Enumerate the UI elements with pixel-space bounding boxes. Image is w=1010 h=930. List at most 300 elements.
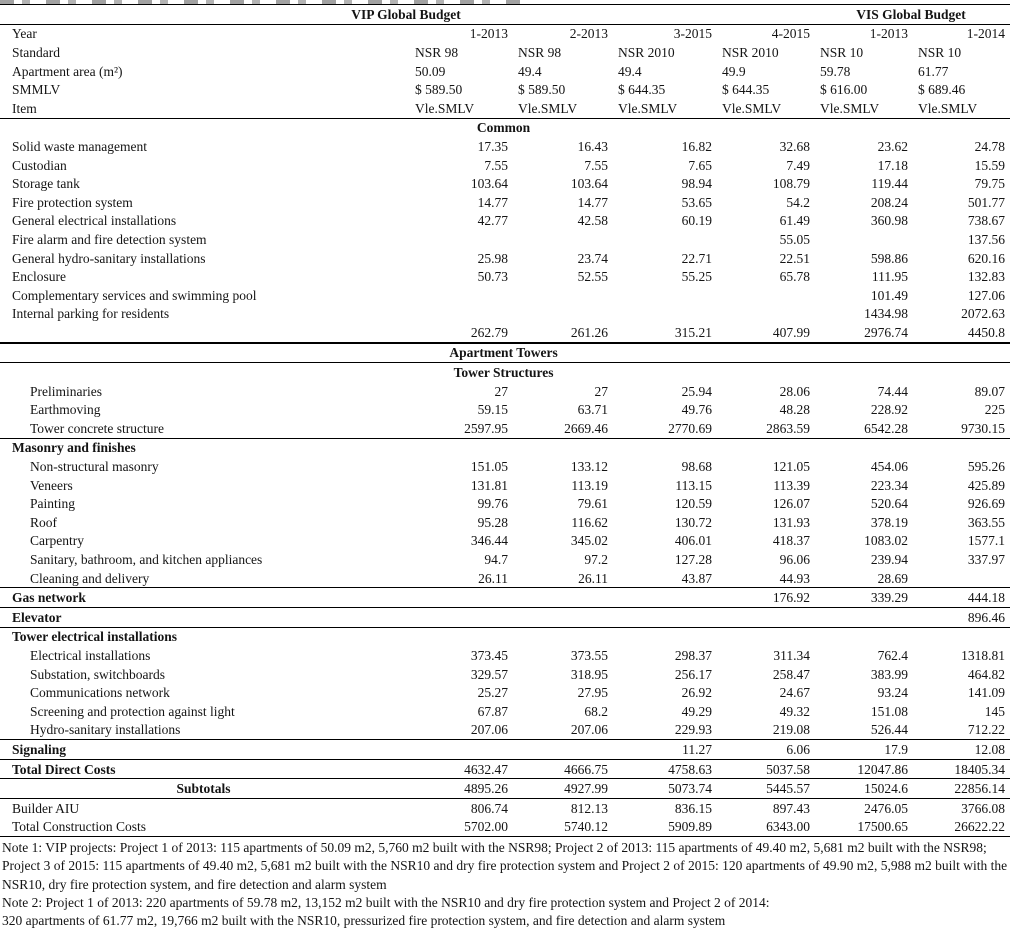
value-cell: 97.2: [584, 552, 608, 568]
row-label: Signaling: [0, 740, 410, 760]
value-cell: 132.83: [967, 269, 1006, 285]
value-cell: [613, 286, 717, 305]
table-row: [0, 249, 1010, 268]
table-row: [0, 513, 1010, 532]
value-cell: 113.39: [773, 477, 811, 493]
table-row: [0, 779, 1010, 799]
value-cell: [513, 740, 613, 760]
row-label: Apartment area (m²): [12, 63, 123, 79]
value-cell: 836.15: [613, 798, 717, 817]
table-row: [0, 305, 1010, 324]
value-cell: [410, 588, 513, 608]
value-cell: 373.55: [570, 647, 608, 663]
value-cell: 1-2013: [869, 26, 909, 42]
row-label: Carpentry: [30, 533, 84, 549]
value-cell: [717, 627, 815, 646]
value-cell: 32.68: [779, 138, 811, 154]
value-cell: 49.29: [681, 703, 712, 719]
row-label: Internal parking for residents: [12, 306, 170, 322]
value-cell: 2770.69: [668, 420, 712, 436]
value-cell: 60.19: [681, 213, 712, 229]
value-cell: 28.69: [877, 570, 909, 586]
value-cell: 68.2: [584, 703, 608, 719]
value-cell: Vle.SMLV: [518, 100, 578, 116]
row-label: Veneers: [30, 477, 73, 493]
value-cell: 261.26: [570, 324, 608, 340]
note-text: Note 2: Project 1 of 2013: 220 apartments of 59.78 m2, 13,152 m2 built with the NSR10 and dry fire protection system and Project 2 of 2014: 320 apartments of 61.77 m2, 19,766 m2 built with the NSR10, pressurized fire protection system, and fire detection and alarm system: [2, 894, 770, 928]
value-cell: 24.78: [974, 138, 1006, 154]
table-row: [0, 363, 1010, 382]
table-row: [0, 494, 1010, 513]
value-cell: 3-2015: [673, 26, 712, 42]
row-label: Sanitary, bathroom, and kitchen appliances: [30, 552, 263, 568]
value-cell: 98.94: [681, 176, 712, 192]
value-cell: Vle.SMLV: [820, 100, 880, 116]
value-cell: 23.62: [877, 138, 909, 154]
value-cell: 812.13: [513, 798, 613, 817]
row-label: Earthmoving: [30, 402, 101, 418]
table-row: [0, 438, 1010, 457]
table-row: [0, 174, 1010, 193]
value-cell: [410, 627, 513, 646]
value-cell: 43.87: [681, 570, 712, 586]
value-cell: 108.79: [772, 176, 811, 192]
value-cell: 59.15: [477, 402, 508, 418]
value-cell: NSR 10: [820, 44, 864, 60]
row-label: Solid waste management: [12, 138, 147, 154]
row-label: Gas network: [0, 588, 410, 608]
value-cell: 5037.58: [717, 759, 815, 779]
value-cell: Vle.SMLV: [722, 100, 782, 116]
value-cell: 5740.12: [564, 819, 608, 835]
value-cell: $ 644.35: [722, 82, 770, 98]
value-cell: 501.77: [967, 194, 1006, 210]
value-cell: [613, 305, 717, 324]
value-cell: [913, 438, 1010, 457]
table-row: [0, 798, 1010, 817]
value-cell: 14.77: [477, 194, 508, 210]
value-cell: $ 616.00: [820, 82, 868, 98]
row-label: Complementary services and swimming pool: [12, 287, 257, 303]
value-cell: 16.82: [681, 138, 712, 154]
value-cell: 219.08: [772, 722, 811, 738]
row-label: Total Construction Costs: [12, 819, 147, 835]
value-cell: 89.07: [974, 383, 1006, 399]
value-cell: 49.76: [681, 402, 712, 418]
value-cell: 298.37: [674, 647, 712, 663]
value-cell: 2-2013: [569, 26, 608, 42]
value-cell: 2976.74: [864, 324, 909, 340]
meta-row: [0, 80, 1010, 99]
value-cell: 103.64: [570, 176, 608, 192]
value-cell: 79.75: [974, 176, 1006, 192]
value-cell: 5909.89: [668, 819, 712, 835]
value-cell: 54.2: [786, 194, 811, 210]
value-cell: 454.06: [870, 459, 909, 475]
value-cell: 151.05: [470, 459, 508, 475]
value-cell: 55.05: [779, 231, 811, 247]
table-row: [0, 118, 1010, 137]
value-cell: 345.02: [570, 533, 608, 549]
row-label: Year: [12, 26, 37, 42]
value-cell: 1083.02: [864, 533, 909, 549]
table-row: [0, 569, 1010, 588]
value-cell: 418.37: [772, 533, 811, 549]
value-cell: 7.65: [688, 157, 712, 173]
value-cell: 360.98: [870, 213, 909, 229]
value-cell: 926.69: [967, 496, 1006, 512]
value-cell: 59.78: [820, 63, 851, 79]
value-cell: 225: [984, 402, 1006, 418]
table-row: [0, 193, 1010, 212]
row-label: Non-structural masonry: [30, 459, 159, 475]
value-cell: 24.67: [779, 685, 811, 701]
table-row: [0, 759, 1010, 779]
value-cell: 223.34: [870, 477, 909, 493]
value-cell: 101.49: [870, 287, 909, 303]
meta-row: [0, 62, 1010, 81]
value-cell: 96.06: [779, 552, 811, 568]
meta-row: [0, 24, 1010, 43]
value-cell: 42.77: [477, 213, 508, 229]
value-cell: [513, 627, 613, 646]
value-cell: 425.89: [967, 477, 1006, 493]
value-cell: 17.35: [477, 138, 508, 154]
value-cell: $ 644.35: [618, 82, 666, 98]
value-cell: NSR 98: [415, 44, 459, 60]
value-cell: 27.95: [577, 685, 608, 701]
value-cell: 17500.65: [857, 819, 909, 835]
value-cell: 137.56: [967, 231, 1006, 247]
value-cell: 896.46: [913, 608, 1010, 628]
value-cell: 25.98: [477, 250, 508, 266]
table-row: [0, 588, 1010, 608]
value-cell: 26622.22: [954, 819, 1006, 835]
value-cell: 1-2013: [469, 26, 508, 42]
value-cell: 311.34: [773, 647, 811, 663]
row-label: Masonry and finishes: [0, 438, 410, 457]
value-cell: 119.44: [871, 176, 909, 192]
row-label: Builder AIU: [0, 798, 410, 817]
value-cell: 65.78: [779, 269, 811, 285]
row-label: Communications network: [30, 685, 170, 701]
row-label: Cleaning and delivery: [30, 570, 150, 586]
value-cell: [717, 286, 815, 305]
value-cell: 61.49: [779, 213, 811, 229]
vis-budget-header: VIS Global Budget: [815, 5, 1010, 25]
value-cell: 712.22: [967, 722, 1006, 738]
table-row: [0, 532, 1010, 551]
value-cell: NSR 98: [518, 44, 562, 60]
row-label: Item: [12, 100, 37, 116]
value-cell: 464.82: [967, 666, 1006, 682]
value-cell: [613, 230, 717, 249]
value-cell: 620.16: [967, 250, 1006, 266]
value-cell: Vle.SMLV: [415, 100, 475, 116]
value-cell: 42.58: [577, 213, 608, 229]
value-cell: 63.71: [577, 402, 608, 418]
table-row: [0, 156, 1010, 175]
table-row: [0, 419, 1010, 438]
table-row: [0, 740, 1010, 760]
value-cell: 130.72: [674, 514, 712, 530]
value-cell: 595.26: [967, 459, 1006, 475]
value-cell: [513, 286, 613, 305]
value-cell: [410, 740, 513, 760]
value-cell: 339.29: [815, 588, 913, 608]
value-cell: 120.59: [674, 496, 712, 512]
value-cell: 25.94: [681, 383, 712, 399]
value-cell: 262.79: [470, 324, 508, 340]
row-label: Storage tank: [12, 176, 80, 192]
value-cell: 61.77: [918, 63, 949, 79]
value-cell: [913, 569, 1010, 588]
value-cell: 346.44: [470, 533, 508, 549]
table-row: [0, 646, 1010, 665]
value-cell: 127.28: [674, 552, 712, 568]
value-cell: [613, 627, 717, 646]
value-cell: 363.55: [967, 514, 1006, 530]
value-cell: 22.51: [779, 250, 811, 266]
row-label: Tower electrical installations: [0, 627, 410, 646]
value-cell: [613, 588, 717, 608]
data-rows: [0, 118, 1010, 837]
value-cell: 4758.63: [613, 759, 717, 779]
value-cell: 26.11: [478, 570, 508, 586]
value-cell: 5073.74: [613, 779, 717, 799]
value-cell: 22.71: [681, 250, 712, 266]
table-row: [0, 286, 1010, 305]
value-cell: 131.81: [470, 477, 508, 493]
value-cell: 7.49: [786, 157, 811, 173]
value-cell: 49.32: [779, 703, 811, 719]
value-cell: 17.18: [877, 157, 909, 173]
value-cell: 18405.34: [913, 759, 1010, 779]
vip-budget-header: VIP Global Budget: [0, 5, 815, 25]
table-row: [0, 137, 1010, 156]
value-cell: 383.99: [870, 666, 909, 682]
group-header-row: [0, 5, 1010, 25]
value-cell: 4666.75: [513, 759, 613, 779]
value-cell: 1-2014: [966, 26, 1006, 42]
row-label: Fire protection system: [12, 194, 133, 210]
value-cell: 6.06: [717, 740, 815, 760]
value-cell: NSR 2010: [618, 44, 675, 60]
value-cell: 2863.59: [766, 420, 811, 436]
value-cell: 49.4: [518, 63, 542, 79]
value-cell: 4632.47: [410, 759, 513, 779]
value-cell: 329.57: [470, 666, 508, 682]
table-row: [0, 550, 1010, 569]
value-cell: 95.28: [477, 514, 508, 530]
value-cell: [513, 305, 613, 324]
value-cell: 526.44: [870, 722, 909, 738]
value-cell: 15024.6: [815, 779, 913, 799]
row-label: Roof: [30, 514, 57, 530]
table-row: [0, 212, 1010, 231]
value-cell: 239.94: [870, 552, 909, 568]
value-cell: 229.93: [674, 722, 712, 738]
row-label: Substation, switchboards: [30, 666, 165, 682]
value-cell: 2597.95: [464, 420, 508, 436]
row-label: Tower concrete structure: [30, 420, 164, 436]
value-cell: 373.45: [470, 647, 508, 663]
value-cell: [410, 305, 513, 324]
value-cell: 5702.00: [464, 819, 508, 835]
value-cell: 94.7: [484, 552, 508, 568]
table-notes: [0, 837, 1010, 930]
value-cell: 113.15: [675, 477, 712, 493]
value-cell: 113.19: [571, 477, 608, 493]
table-row: [0, 476, 1010, 495]
value-cell: [717, 438, 815, 457]
value-cell: 444.18: [913, 588, 1010, 608]
value-cell: 74.44: [877, 383, 909, 399]
value-cell: [410, 286, 513, 305]
value-cell: 116.62: [571, 514, 608, 530]
value-cell: [815, 608, 913, 628]
value-cell: 126.07: [772, 496, 811, 512]
value-cell: 27: [494, 383, 508, 399]
value-cell: 318.95: [570, 666, 608, 682]
row-label: Enclosure: [12, 269, 66, 285]
value-cell: [513, 438, 613, 457]
value-cell: 2476.05: [815, 798, 913, 817]
table-row: [0, 683, 1010, 702]
table-row: [0, 627, 1010, 646]
value-cell: 4927.99: [513, 779, 613, 799]
value-cell: [815, 230, 913, 249]
value-cell: 1318.81: [961, 647, 1006, 663]
value-cell: 762.4: [877, 647, 909, 663]
value-cell: 23.74: [577, 250, 608, 266]
value-cell: [815, 627, 913, 646]
cropped-text-remnant: [0, 0, 520, 4]
row-label: Total Direct Costs: [0, 759, 410, 779]
value-cell: 6542.28: [864, 420, 909, 436]
value-cell: 53.65: [681, 194, 712, 210]
value-cell: 121.05: [772, 459, 811, 475]
value-cell: 79.61: [577, 496, 608, 512]
value-cell: 1577.1: [967, 533, 1006, 549]
value-cell: 28.06: [779, 383, 811, 399]
row-label: [0, 323, 410, 343]
value-cell: 131.93: [772, 514, 811, 530]
value-cell: 598.86: [870, 250, 909, 266]
value-cell: 26.11: [578, 570, 608, 586]
table-row: [0, 608, 1010, 628]
value-cell: 9730.15: [961, 420, 1006, 436]
value-cell: 25.27: [477, 685, 508, 701]
row-label: Hydro-sanitary installations: [30, 722, 181, 738]
value-cell: 15.59: [974, 157, 1006, 173]
section-header: Apartment Towers: [0, 343, 1010, 363]
value-cell: [513, 230, 613, 249]
value-cell: 12047.86: [815, 759, 913, 779]
table-row: [0, 343, 1010, 363]
value-cell: 1434.98: [864, 306, 909, 322]
value-cell: 67.87: [477, 703, 508, 719]
value-cell: 26.92: [681, 685, 712, 701]
value-cell: 22856.14: [913, 779, 1010, 799]
value-cell: 378.19: [870, 514, 909, 530]
value-cell: [410, 438, 513, 457]
row-label: Fire alarm and fire detection system: [12, 231, 207, 247]
value-cell: 27: [594, 383, 608, 399]
value-cell: 407.99: [772, 324, 811, 340]
value-cell: 52.55: [577, 269, 608, 285]
value-cell: 50.09: [415, 63, 446, 79]
value-cell: [717, 608, 815, 628]
budget-table: [0, 4, 1010, 837]
value-cell: 111.95: [871, 269, 909, 285]
table-row: [0, 382, 1010, 401]
value-cell: 176.92: [717, 588, 815, 608]
value-cell: $ 589.50: [518, 82, 566, 98]
value-cell: $ 689.46: [918, 82, 966, 98]
row-label: Custodian: [12, 157, 67, 173]
value-cell: 93.24: [877, 685, 909, 701]
value-cell: Vle.SMLV: [618, 100, 678, 116]
value-cell: 127.06: [967, 287, 1006, 303]
value-cell: 44.93: [779, 570, 811, 586]
table-row: [0, 457, 1010, 476]
table-row: [0, 721, 1010, 740]
meta-row: [0, 43, 1010, 62]
value-cell: 6343.00: [766, 819, 811, 835]
value-cell: 5445.57: [717, 779, 815, 799]
row-label: Standard: [12, 44, 60, 60]
value-cell: 50.73: [477, 269, 508, 285]
value-cell: Vle.SMLV: [918, 100, 978, 116]
value-cell: 2072.63: [961, 306, 1006, 322]
value-cell: [815, 438, 913, 457]
value-cell: [410, 230, 513, 249]
value-cell: 11.27: [613, 740, 717, 760]
value-cell: 228.92: [870, 402, 909, 418]
value-cell: 256.17: [674, 666, 712, 682]
value-cell: 141.09: [967, 685, 1006, 701]
table-row: [0, 323, 1010, 343]
row-label: Preliminaries: [30, 383, 102, 399]
value-cell: 49.9: [722, 63, 746, 79]
value-cell: [613, 608, 717, 628]
row-label: Subtotals: [0, 779, 410, 799]
value-cell: 315.21: [674, 324, 712, 340]
value-cell: 4450.8: [967, 324, 1006, 340]
table-row: [0, 400, 1010, 419]
value-cell: [513, 588, 613, 608]
value-cell: 12.08: [913, 740, 1010, 760]
value-cell: NSR 2010: [722, 44, 779, 60]
value-cell: 17.9: [815, 740, 913, 760]
table-row: [0, 267, 1010, 286]
value-cell: [513, 608, 613, 628]
value-cell: 3766.08: [913, 798, 1010, 817]
value-cell: 4-2015: [771, 26, 811, 42]
row-label: SMMLV: [12, 82, 61, 98]
value-cell: 2669.46: [564, 420, 608, 436]
note-text: Note 1: VIP projects: Project 1 of 2013: 115 apartments of 50.09 m2, 5,760 m2 built with the NSR98; Project 2 of 2013: 115 apartments of 49.40 m2, 5,681 m2 built with the NSR98; Project 3 of 2015: 115 apartments of 49.40 m2, 5,681 m2 built with the NSR10 and dry fire protection system and Project 2 of 2015: 120 apartments of 49.90 m2, 5,988 m2 built with the NSR10, dry fire protection system, and fire detection and alarm system: [2, 840, 1008, 892]
meta-row: [0, 99, 1010, 118]
row-label: Screening and protection against light: [30, 703, 235, 719]
value-cell: 55.25: [681, 269, 712, 285]
value-cell: 337.97: [967, 552, 1006, 568]
section-header: Common: [0, 118, 1010, 137]
table-row: [0, 818, 1010, 837]
value-cell: 207.06: [470, 722, 508, 738]
row-label: General hydro-sanitary installations: [12, 250, 206, 266]
